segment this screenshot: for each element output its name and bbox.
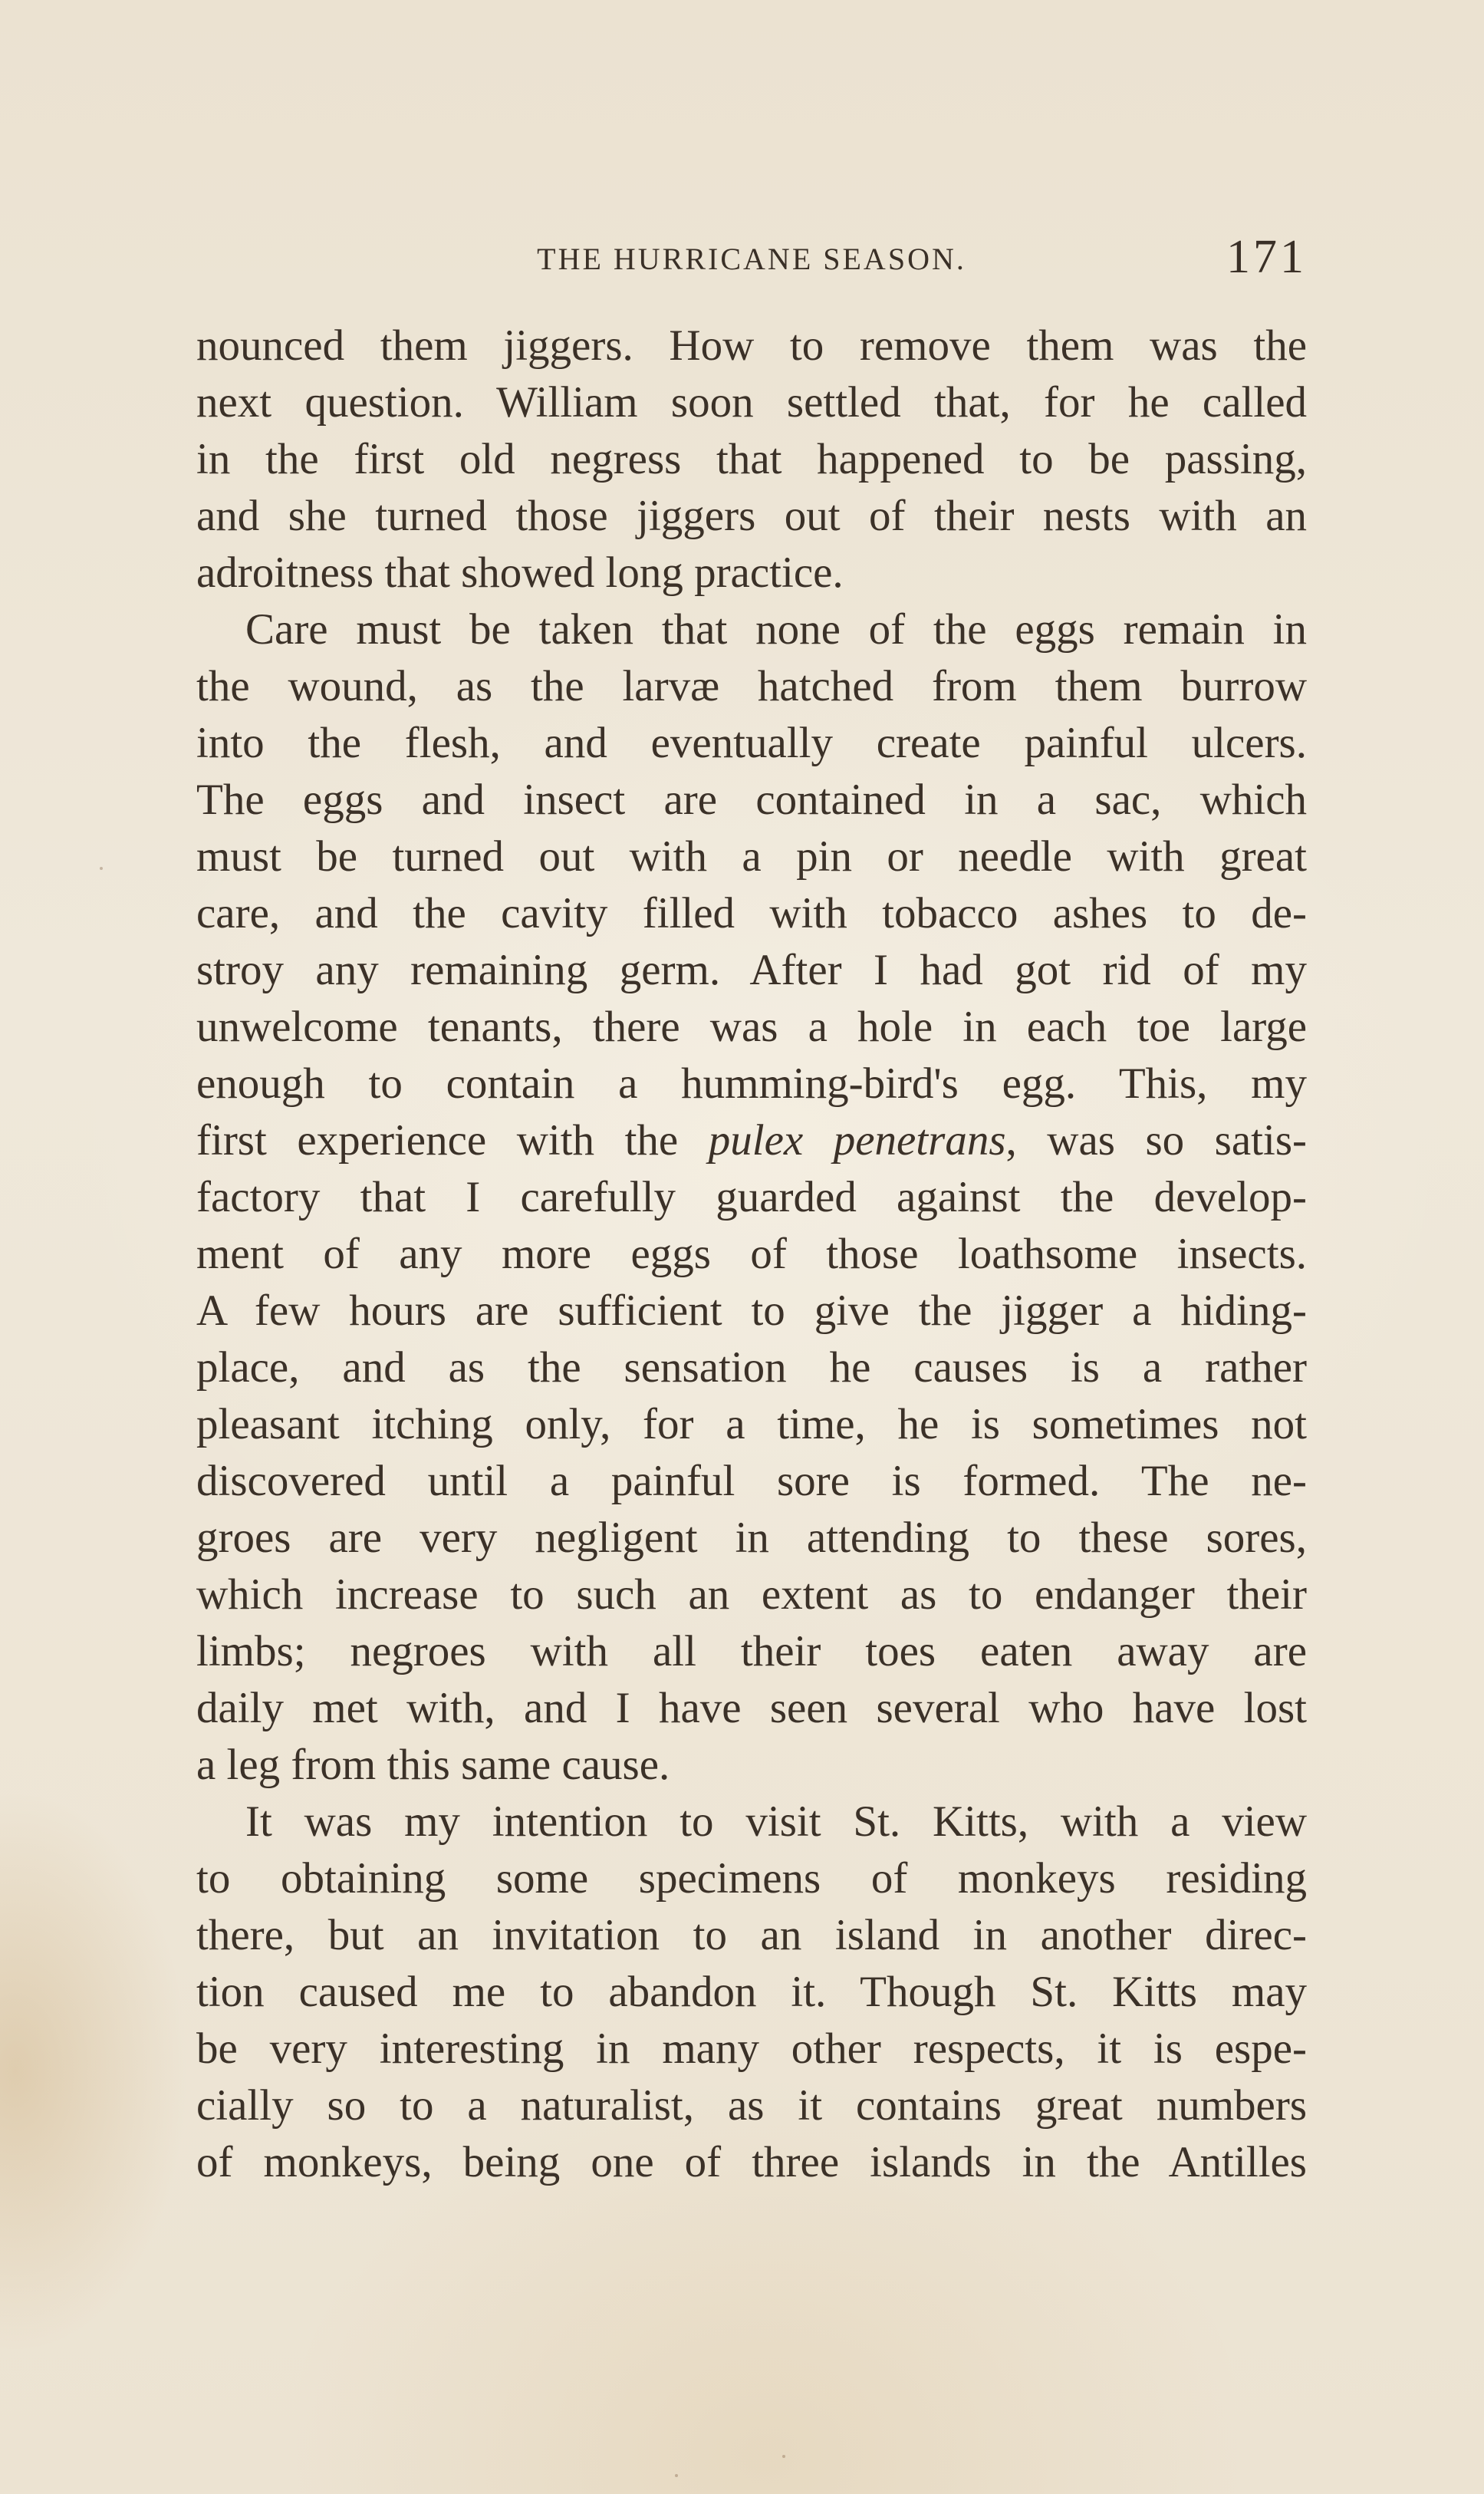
text-line: in the first old negress that happened to be passing,: [196, 435, 1307, 483]
running-head: [196, 230, 1307, 292]
text-line: pleasant itching only, for a time, he is sometimes not: [196, 1400, 1307, 1448]
page-number: 171: [1226, 231, 1307, 283]
text-line: place, and as the sensation he causes is a rather: [196, 1343, 1307, 1392]
paper-speck: [100, 867, 103, 870]
text-line: adroitness that showed long practice.: [196, 549, 844, 597]
paper-speck: [675, 2474, 678, 2477]
latin-name: pulex penetrans: [708, 1116, 1006, 1165]
text-line: to obtaining some specimens of monkeys residing: [196, 1854, 1307, 1903]
text-line: nounced them jiggers. How to remove them was the: [196, 321, 1307, 370]
text-line: discovered until a painful sore is formed. The ne-: [196, 1457, 1307, 1505]
text-line: unwelcome tenants, there was a hole in each toe large: [196, 1003, 1307, 1051]
body-text: [196, 318, 1307, 2191]
text-line-with-italic: [196, 1112, 1307, 1169]
text-segment: , was so satis-: [1005, 1116, 1307, 1165]
text-line: A few hours are sufficient to give the jigger a hiding-: [196, 1287, 1307, 1335]
text-line: of monkeys, being one of three islands in the Antilles: [196, 2138, 1307, 2186]
text-line: It was my intention to visit St. Kitts, with a view: [245, 1797, 1307, 1846]
text-line: into the flesh, and eventually create painful ulcers.: [196, 719, 1307, 767]
text-line: groes are very negligent in attending to these sores,: [196, 1514, 1307, 1562]
text-line: factory that I carefully guarded against the develop-: [196, 1173, 1307, 1221]
text-line: The eggs and insect are contained in a sac, which: [196, 776, 1307, 824]
text-line: a leg from this same cause.: [196, 1741, 670, 1789]
text-line: stroy any remaining germ. After I had got rid of my: [196, 946, 1307, 994]
text-line: must be turned out with a pin or needle with great: [196, 832, 1307, 881]
text-line: daily met with, and I have seen several who have lost: [196, 1684, 1307, 1732]
text-line: and she turned those jiggers out of their nests with an: [196, 492, 1307, 540]
paper-speck: [782, 2455, 785, 2458]
text-line: there, but an invitation to an island in another direc-: [196, 1911, 1307, 1959]
text-line: limbs; negroes with all their toes eaten away are: [196, 1627, 1307, 1675]
text-line: care, and the cavity filled with tobacco ashes to de-: [196, 889, 1307, 937]
text-line: cially so to a naturalist, as it contains great numbers: [196, 2081, 1307, 2130]
text-line: tion caused me to abandon it. Though St. Kitts may: [196, 1968, 1307, 2016]
running-title: THE HURRICANE SEASON.: [537, 242, 966, 276]
text-segment: first experience with the: [196, 1116, 709, 1165]
text-line: the wound, as the larvæ hatched from them burrow: [196, 662, 1307, 710]
text-line: next question. William soon settled that, for he called: [196, 378, 1307, 427]
text-line: which increase to such an extent as to endanger their: [196, 1570, 1307, 1619]
text-line: Care must be taken that none of the eggs remain in: [245, 605, 1307, 654]
text-line: enough to contain a humming-bird's egg. This, my: [196, 1059, 1307, 1108]
text-line: ment of any more eggs of those loathsome insects.: [196, 1230, 1307, 1278]
text-line: be very interesting in many other respects, it is espe-: [196, 2025, 1307, 2073]
